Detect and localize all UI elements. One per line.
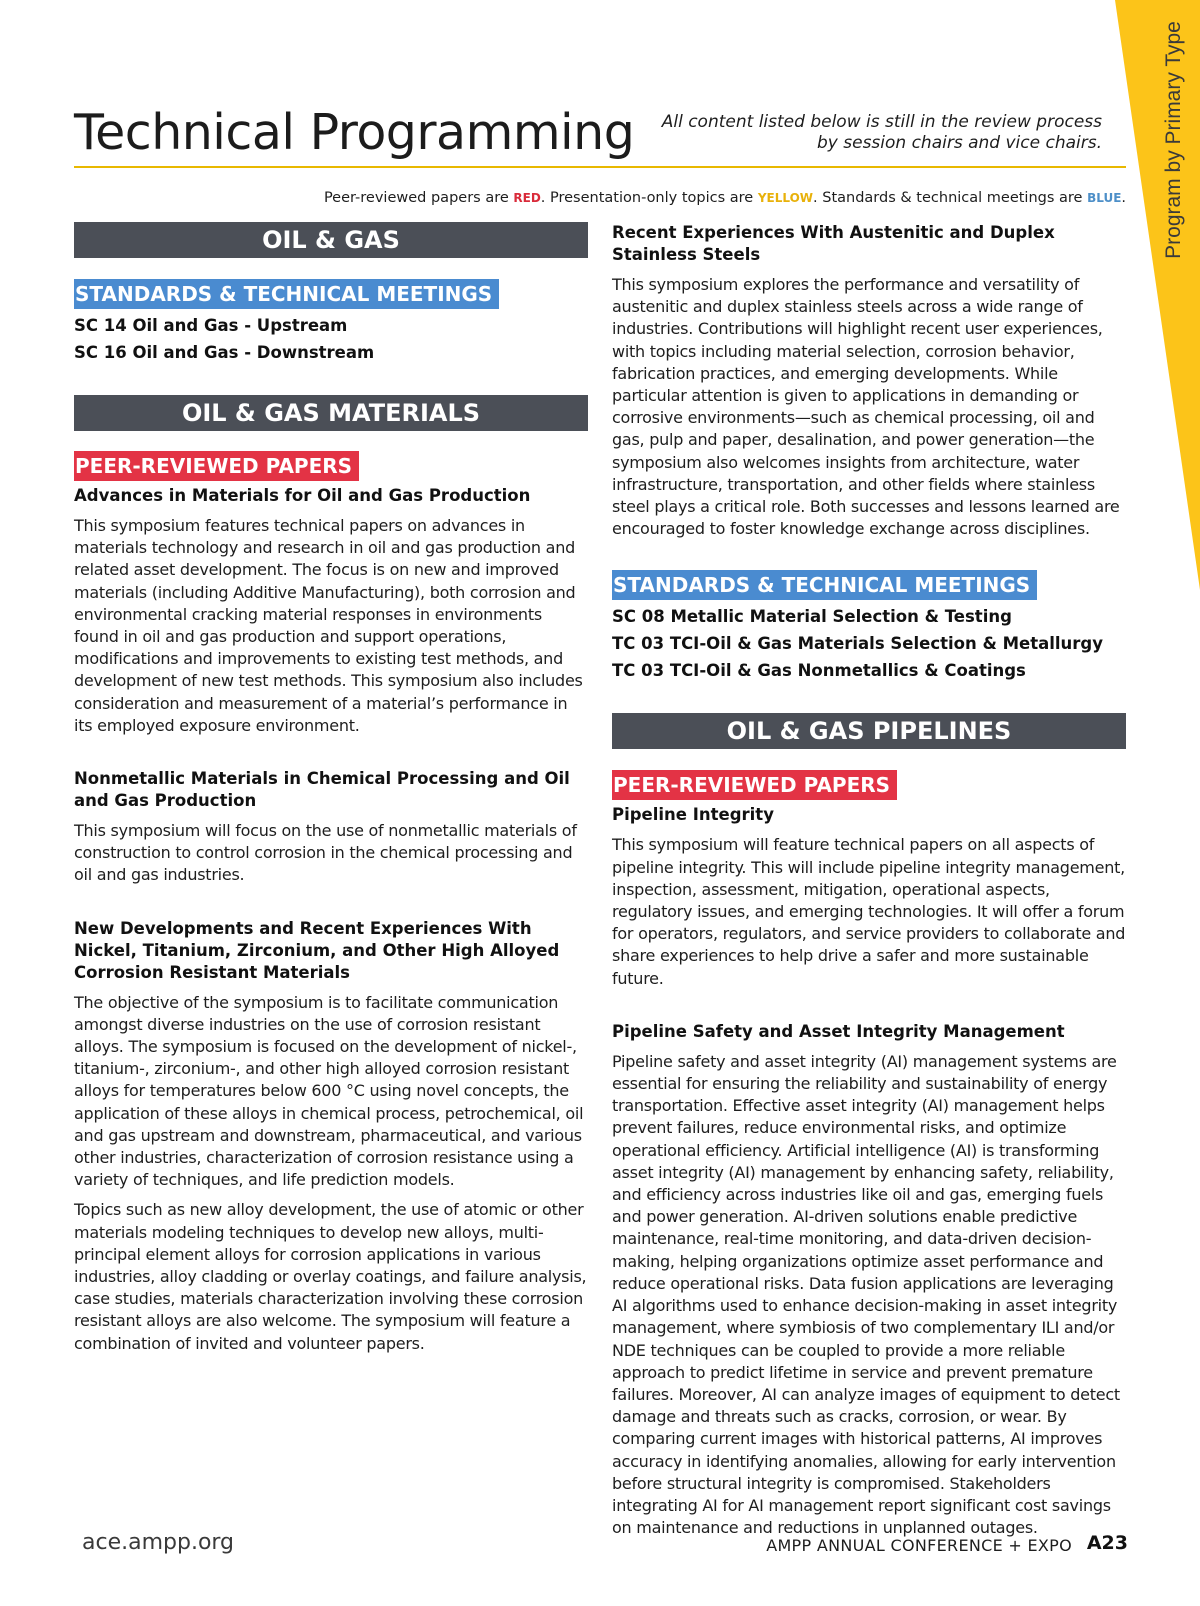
section-heading-oil-gas: OIL & GAS xyxy=(74,222,588,258)
page-number: A23 xyxy=(1086,1532,1128,1554)
standards-item: SC 16 Oil and Gas - Downstream xyxy=(74,343,375,362)
symposium-title: Pipeline Safety and Asset Integrity Management xyxy=(612,1021,1065,1041)
peer-reviewed-label: PEER-REVIEWED PAPERS xyxy=(74,451,359,481)
symposium-title: New Developments and Recent Experiences With Nickel, Titanium, Zirconium, and Other High Alloyed Corrosion Resistant Materials xyxy=(74,918,560,982)
legend-middle: . Presentation-only topics are xyxy=(540,190,758,206)
symposium-description: Topics such as new alloy development, the use of atomic or other materials modeling techniques to develop new alloys, multi-principal element alloys for corrosion applications in various industries, alloy cladding or overlay coatings, and failure analysis, case studies, materials characterization involving these corrosion resistant alloys are also welcome. The symposium will feature a combination of invited and volunteer papers. xyxy=(74,1200,587,1353)
symposium-description: This symposium will focus on the use of nonmetallic materials of construction to control corrosion in the chemical processing and oil and gas industries. xyxy=(74,821,577,885)
page-title: Technical Programming xyxy=(74,104,635,161)
symposium-title: Nonmetallic Materials in Chemical Processing and Oil and Gas Production xyxy=(74,769,570,811)
color-legend xyxy=(324,190,1126,206)
legend-yellow-keyword: YELLOW xyxy=(757,191,814,205)
symposium-title: Pipeline Integrity xyxy=(612,805,774,825)
symposium-description: The objective of the symposium is to facilitate communication amongst diverse industries on the use of corrosion resistant alloys. The symposium is focused on the development of nickel-, titanium-, zirconium-, and other high alloyed corrosion resistant alloys for temperatures below 600 °C using novel concepts, the application of these alloys in chemical process, petrochemical, oil and gas upstream and downstream, pharmaceutical, and various other industries, characterization of corrosion resistance using a variety of techniques, and life prediction models. xyxy=(74,992,584,1190)
footer-website-link[interactable]: ace.ampp.org xyxy=(82,1530,235,1555)
symposium-title: Recent Experiences With Austenitic and Duplex Stainless Steels xyxy=(612,223,1055,264)
side-tab-label: Program by Primary Type xyxy=(1162,21,1185,259)
symposium-description: This symposium will feature technical papers on all aspects of pipeline integrity. This will include pipeline integrity management, inspection, assessment, mitigation, operational aspects, regulatory issues, and emerging technologies. It will offer a forum for operators, regulators, and service providers to collaborate and share experiences to help drive a safer and more sustainable future. xyxy=(612,835,1126,988)
symposium-description: Pipeline safety and asset integrity (AI) management systems are essential for ensuring the reliability and sustainability of energy transportation. Effective asset integrity (AI) management helps prevent failures, reduce environmental risks, and optimize operational efficiency. Artificial intelligence (AI) is transforming asset integrity (AI) management by enhancing safety, reliability, and efficiency across industries like oil and gas, emerging fuels and power generation. AI-driven solutions enable predictive maintenance, real-time monitoring, and data-driven decision- making, helping organizations optimize asset performance and reduce operational risks. Data fusion applications are leveraging AI algorithms used to enhance decision-making in asset integrity management, where symbiosis of two complementary ILI and/or NDE techniques can be coupled to provide a more reliable approach to predict lifetime in service and prevent premature failures. Moreover, AI can analyze images of equipment to detect damage and threats such as cracks, corrosion, or wear. By comparing current images with historical patterns, AI improves accuracy in identifying anomalies, allowing for early intervention before structural integrity is compromised. Stakeholders integrating AI for AI management report significant cost savings on maintenance and reductions in unplanned outages. xyxy=(612,1051,1120,1538)
review-note xyxy=(622,112,1102,154)
legend-middle-2: . Standards & technical meetings are xyxy=(813,190,1088,206)
legend-red-keyword: RED xyxy=(513,191,541,205)
legend-suffix: . xyxy=(1121,190,1126,206)
review-note-line-2: by session chairs and vice chairs. xyxy=(817,133,1102,153)
right-column xyxy=(612,222,1126,1539)
title-divider xyxy=(74,166,1126,168)
standards-label: STANDARDS & TECHNICAL MEETINGS xyxy=(612,570,1037,600)
standards-item: TC 03 TCI-Oil & Gas Nonmetallics & Coatings xyxy=(612,661,1026,681)
symposium-description: This symposium features technical papers on advances in materials technology and research in oil and gas production and related asset development. The focus is on new and improved materials (including Additive Manufacturing), both corrosion and environmental cracking material responses in environments found in oil and gas production and support operations, modifications and improvements to existing test methods, and development of new test methods. This symposium also includes consideration and measurement of a material’s performance in its employed exposure environment. xyxy=(74,516,583,735)
standards-item: SC 14 Oil and Gas - Upstream xyxy=(74,316,348,335)
footer-conference-name: AMPP ANNUAL CONFERENCE + EXPO xyxy=(766,1536,1072,1555)
legend-blue-keyword: BLUE xyxy=(1087,191,1122,205)
standards-item: SC 08 Metallic Material Selection & Testing xyxy=(612,607,1012,627)
legend-prefix: Peer-reviewed papers are xyxy=(323,190,514,206)
symposium-title: Advances in Materials for Oil and Gas Production xyxy=(74,486,531,505)
section-heading-oil-gas-materials: OIL & GAS MATERIALS xyxy=(74,395,588,431)
section-heading-oil-gas-pipelines: OIL & GAS PIPELINES xyxy=(612,713,1126,749)
left-column xyxy=(74,222,588,1355)
review-note-line-1: All content listed below is still in the review process xyxy=(661,112,1102,132)
symposium-description: This symposium explores the performance and versatility of austenitic and duplex stainless steels across a wide range of industries. Contributions will highlight recent user experiences, with topics including material selection, corrosion behavior, fabrication practices, and emerging developments. While particular attention is given to applications in demanding or corrosive environments—such as chemical processing, oil and gas, pulp and paper, desalination, and power generation—the symposium also welcomes insights from architecture, water infrastructure, transportation, and other fields where stainless steel plays a critical role. Both successes and lessons learned are encouraged to foster knowledge exchange across disciplines. xyxy=(612,275,1120,539)
peer-reviewed-label: PEER-REVIEWED PAPERS xyxy=(612,770,897,800)
standards-item: TC 03 TCI-Oil & Gas Materials Selection & Metallurgy xyxy=(612,634,1104,654)
standards-label: STANDARDS & TECHNICAL MEETINGS xyxy=(74,279,499,309)
